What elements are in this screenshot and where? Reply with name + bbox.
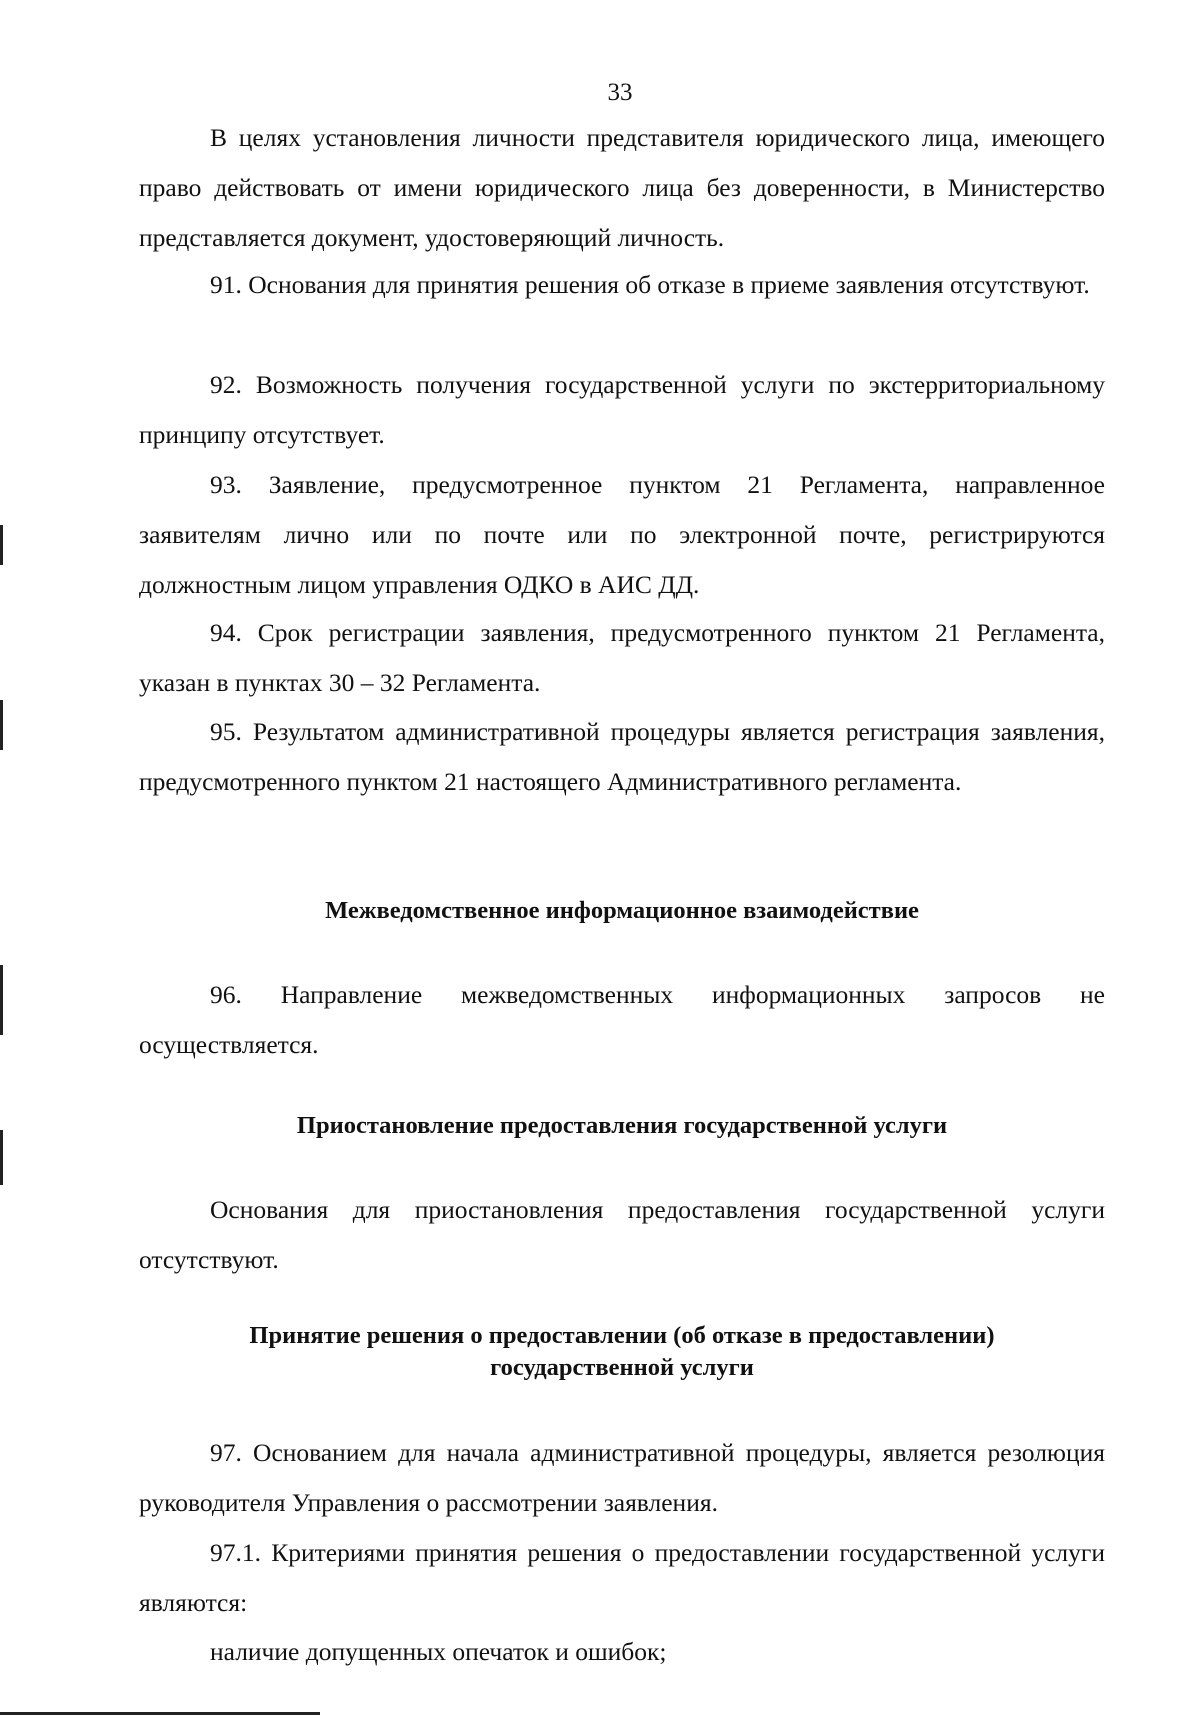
paragraph-91: 91. Основания для принятия решения об отказе в приеме заявления отсутствуют. xyxy=(210,270,1090,299)
bottom-rule xyxy=(0,1712,320,1715)
paragraph-94: 94. Срок регистрации заявления, предусмотренного пунктом 21 Регламента, указан в пунктах 30 – 32 Регламента. xyxy=(139,618,1105,697)
paragraph-96: 96. Направление межведомственных информационных запросов не осуществляется. xyxy=(139,980,1105,1059)
paragraph-92: 92. Возможность получения государственной услуги по экстерриториальному принципу отсутствует. xyxy=(139,370,1105,449)
page-number: 33 xyxy=(607,79,633,106)
paragraph-97: 97. Основанием для начала административной процедуры, является резолюция руководителя Управления о рассмотрении заявления. xyxy=(139,1438,1105,1517)
paragraph-93: 93. Заявление, предусмотренное пунктом 21 Регламента, направленное заявителям лично или по почте или по электронной почте, регистрируются должностным лицом управления ОДКО в АИС ДД. xyxy=(139,470,1105,599)
section-heading-decision xyxy=(139,1320,1105,1384)
paragraph-97-1: 97.1. Критериями принятия решения о предоставлении государственной услуги являются: xyxy=(139,1538,1105,1617)
section-heading-interagency: Межведомственное информационное взаимодействие xyxy=(325,897,919,924)
paragraph-95: 95. Результатом административной процедуры является регистрация заявления, предусмотренного пунктом 21 настоящего Административного регламента. xyxy=(139,717,1105,796)
scan-edge-mark xyxy=(0,1130,3,1185)
section-heading-decision-line2: государственной услуги xyxy=(490,1354,754,1381)
paragraph-errors: наличие допущенных опечаток и ошибок; xyxy=(210,1637,667,1666)
section-heading-suspension: Приостановление предоставления государственной услуги xyxy=(296,1112,948,1139)
paragraph-intro: В целях установления личности представителя юридического лица, имеющего право действовать от имени юридического лица без доверенности, в Министерство представляется документ, удостоверяющий личность. xyxy=(139,123,1105,252)
paragraph-suspension: Основания для приостановления предоставления государственной услуги отсутствуют. xyxy=(139,1195,1105,1274)
scan-edge-mark xyxy=(0,525,3,565)
scan-edge-mark xyxy=(0,700,3,750)
section-heading-decision-line1: Принятие решения о предоставлении (об отказе в предоставлении) xyxy=(249,1322,995,1349)
scan-edge-mark xyxy=(0,965,3,1035)
